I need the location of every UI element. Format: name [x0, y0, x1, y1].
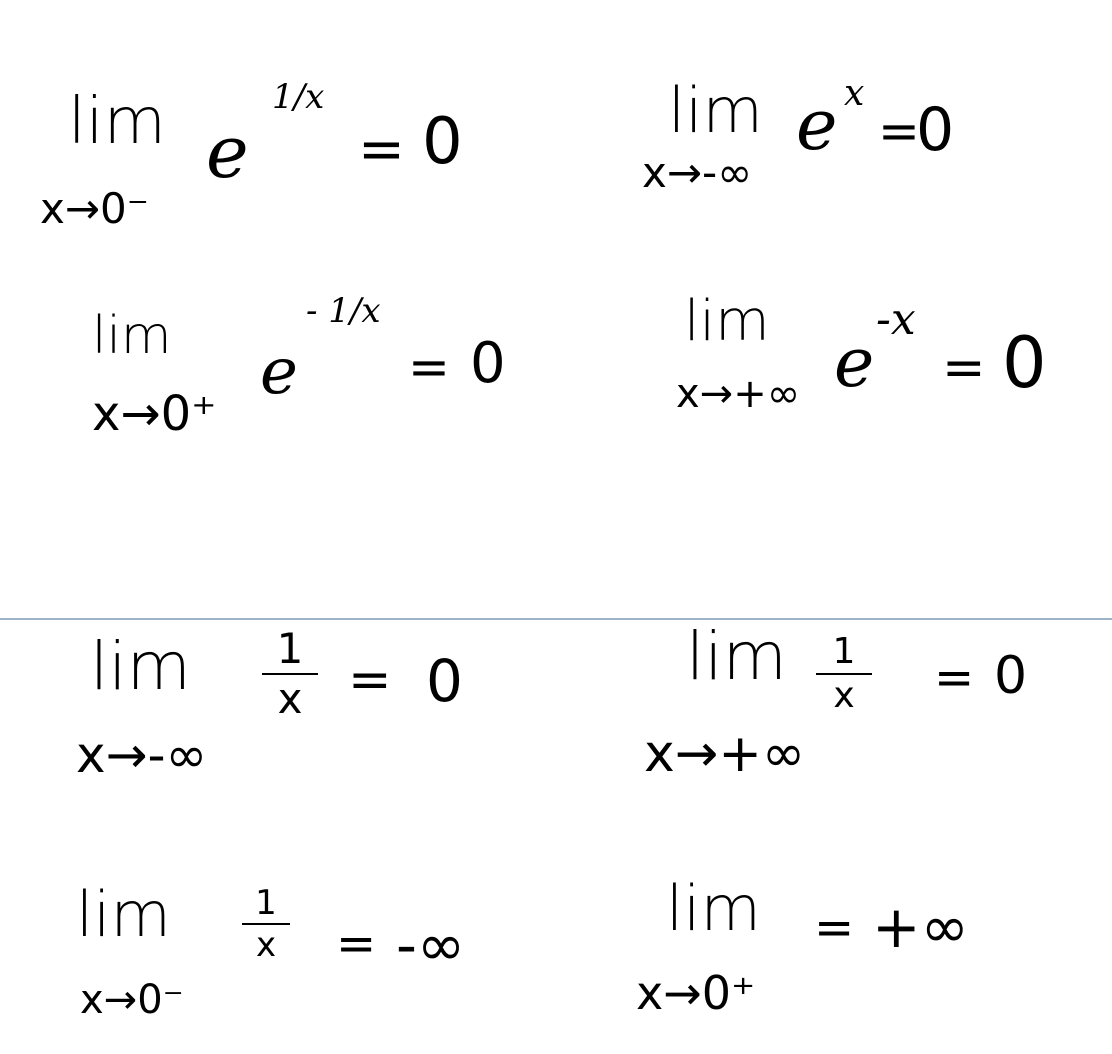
exponent: 1/x [272, 77, 325, 117]
fraction-denominator: x [255, 925, 277, 965]
limit-result: 0 [426, 647, 463, 715]
exponent: - 1/x [306, 291, 381, 331]
equals-sign: = [348, 650, 392, 710]
limit-1-over-x-neg-inf [76, 620, 496, 800]
limit-approach: x→0⁻ [40, 184, 149, 233]
limit-approach: x→+∞ [644, 724, 806, 784]
base-e: e [206, 110, 249, 194]
exponent: -x [876, 294, 916, 345]
limit-result: 0 [994, 646, 1028, 706]
equals-sign: = [814, 900, 855, 956]
fraction [816, 631, 872, 716]
equals-sign: = [336, 916, 377, 972]
equals-sign: = [408, 338, 450, 396]
limit-1-over-x-zero-minus [76, 880, 516, 1030]
limit-e-neg-1-over-x-right [88, 280, 508, 450]
fraction [242, 883, 290, 965]
lim-word: lim [92, 306, 172, 366]
lim-word: lim [666, 872, 761, 945]
base-e: e [260, 335, 298, 409]
limit-result: +∞ [872, 893, 969, 961]
limit-approach: x→-∞ [76, 726, 208, 784]
limit-e-1-over-x-left [40, 60, 480, 250]
equals-sign: = [358, 117, 405, 182]
fraction-denominator: x [277, 674, 303, 723]
limit-e-x-neg-inf [640, 60, 970, 210]
limit-result: -∞ [396, 911, 466, 979]
limit-approach: x→+∞ [676, 371, 801, 417]
equals-sign: = [934, 650, 975, 706]
lim-word: lim [68, 85, 166, 159]
limit-approach: x→-∞ [642, 148, 753, 197]
fraction-numerator: 1 [276, 624, 304, 673]
fraction-denominator: x [833, 675, 855, 716]
limit-1-over-x-pos-inf [644, 612, 1064, 802]
limit-result: 0 [470, 331, 506, 396]
limit-zero-plus-pos-inf [636, 870, 1036, 1030]
base-e: e [834, 324, 875, 403]
exponent: x [844, 73, 865, 114]
fraction [262, 624, 318, 723]
fraction-numerator: 1 [832, 631, 856, 672]
limit-result: 0 [916, 95, 955, 165]
lim-word: lim [668, 74, 763, 147]
limit-approach: x→0⁻ [80, 977, 184, 1023]
fraction-numerator: 1 [255, 883, 277, 923]
equals-sign: = [942, 338, 986, 398]
lim-word: lim [686, 618, 787, 695]
limit-approach: x→0⁺ [92, 386, 217, 442]
lim-word: lim [76, 878, 171, 951]
limit-result: 0 [422, 105, 463, 179]
lim-word: lim [684, 289, 770, 354]
lim-word: lim [90, 628, 191, 705]
equals-sign: = [878, 102, 920, 160]
limit-approach: x→0⁺ [636, 966, 756, 1020]
limit-result: 0 [1002, 322, 1047, 404]
limit-e-neg-x-pos-inf [672, 280, 1062, 430]
base-e: e [796, 84, 838, 166]
